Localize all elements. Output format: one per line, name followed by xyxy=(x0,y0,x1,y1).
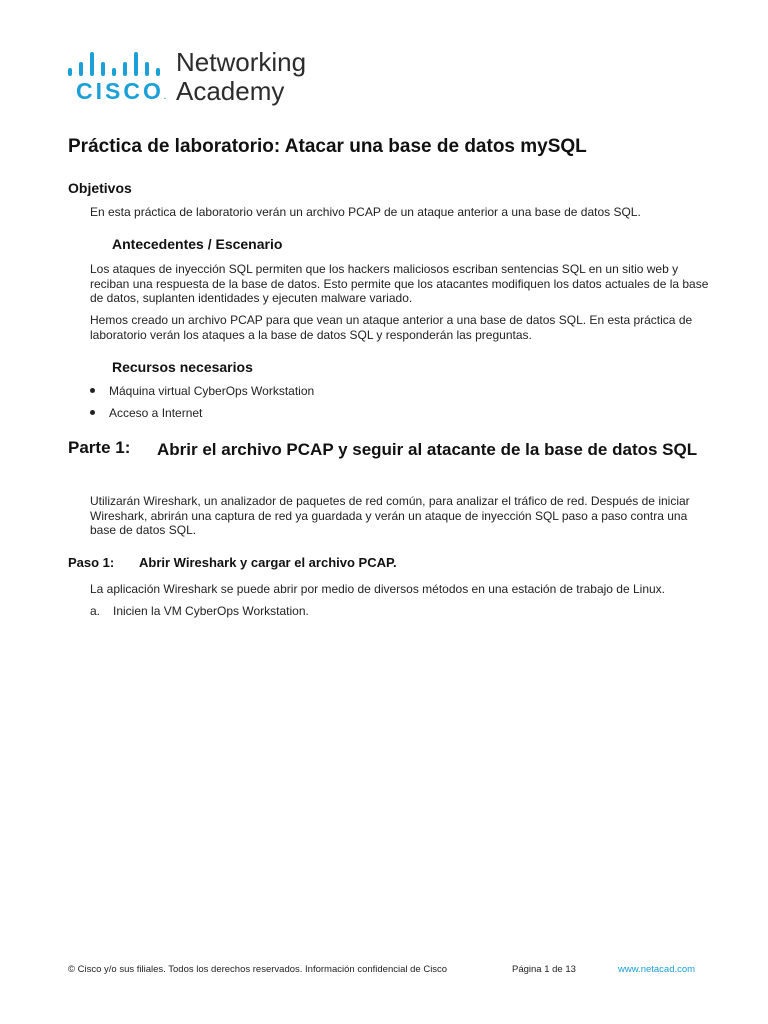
bullet-icon xyxy=(90,388,95,393)
antecedentes-heading: Antecedentes / Escenario xyxy=(112,236,283,252)
cisco-networking-academy-logo xyxy=(68,48,328,110)
antecedentes-paragraph-2: Hemos creado un archivo PCAP para que vean un ataque anterior a una base de datos SQL. En esta práctica de laboratorio verán los ataques a la base de datos SQL y responderán las preguntas. xyxy=(90,313,693,342)
footer-page-number: Página 1 de 13 xyxy=(512,964,576,975)
paso-1-title: Abrir Wireshark y cargar el archivo PCAP. xyxy=(139,555,397,570)
objetivos-text: En esta práctica de laboratorio verán un archivo PCAP de un ataque anterior a una base de datos SQL. xyxy=(90,205,641,219)
footer-copyright: © Cisco y/o sus filiales. Todos los derechos reservados. Información confidencial de Cisco xyxy=(68,964,448,975)
logo-line-1: Networking xyxy=(176,47,307,77)
parte-1-title: Abrir el archivo PCAP y seguir al atacante de la base de datos SQL xyxy=(157,440,698,459)
logo-text xyxy=(176,48,306,106)
objetivos-heading: Objetivos xyxy=(68,180,132,196)
paso-1-label: Paso 1: xyxy=(68,555,115,570)
recursos-item: Máquina virtual CyberOps Workstation xyxy=(90,384,314,398)
step-a xyxy=(90,604,309,618)
recursos-item: Acceso a Internet xyxy=(90,406,202,420)
cisco-wordmark: CISCO. xyxy=(76,78,167,104)
step-text: Inicien la VM CyberOps Workstation. xyxy=(113,604,309,618)
cisco-bars-icon xyxy=(68,48,168,76)
parte-1-label: Parte 1: xyxy=(68,438,131,457)
paso-1-text: La aplicación Wireshark se puede abrir por medio de diversos métodos en una estación de trabajo de Linux. xyxy=(90,582,666,596)
document-title: Práctica de laboratorio: Atacar una base de datos mySQL xyxy=(68,136,587,157)
parte-1-text: Utilizarán Wireshark, un analizador de paquetes de red común, para analizar el tráfico de red. Después de iniciar Wireshark, abrirán una captura de red ya guardada y verán un ataque de inyección SQL paso a paso contra una base de datos SQL. xyxy=(90,494,690,537)
bullet-icon xyxy=(90,410,95,415)
footer-website-link[interactable]: www.netacad.com xyxy=(618,964,696,975)
recursos-heading: Recursos necesarios xyxy=(112,359,253,375)
antecedentes-paragraph-1: Los ataques de inyección SQL permiten que los hackers maliciosos escriban sentencias SQL en un sitio web y reciban una respuesta de la base de datos. Esto permite que los atacantes modifiquen los datos actuales de la base de datos, suplanten identidades y ejecuten malware variado. xyxy=(90,262,709,305)
logo-line-2: Academy xyxy=(176,76,285,106)
step-letter: a. xyxy=(90,604,101,618)
